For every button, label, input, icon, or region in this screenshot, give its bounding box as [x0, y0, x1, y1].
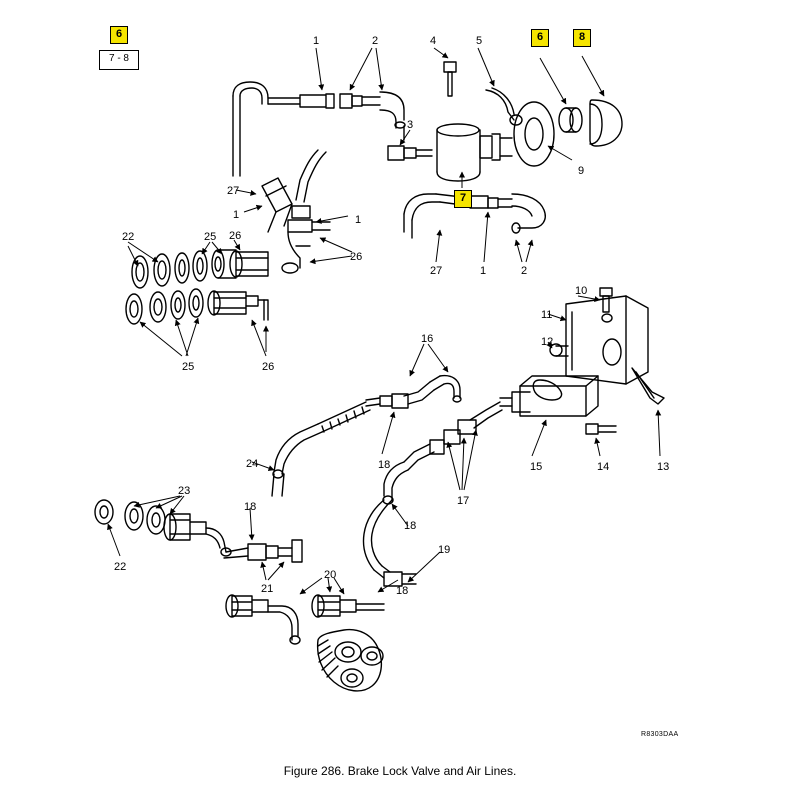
sheet-range-box: 7 - 8: [99, 50, 139, 70]
sheet-ref-box-6: 6: [110, 26, 128, 44]
callout-number: 1: [233, 209, 240, 221]
callout-number: 12: [541, 336, 554, 348]
callout-number: 22: [114, 561, 127, 573]
callout-number: 2: [521, 265, 528, 277]
callout-number: 2: [372, 35, 379, 47]
callout-number: 1: [480, 265, 487, 277]
callout-number: 13: [657, 461, 670, 473]
box-ref-8-top-right: 8: [573, 29, 591, 47]
callout-number: 15: [530, 461, 543, 473]
callout-number: 16: [421, 333, 434, 345]
box-ref-6-top-right: 6: [531, 29, 549, 47]
callout-number: 23: [178, 485, 191, 497]
callout-number: 19: [438, 544, 451, 556]
callout-number: 26: [229, 230, 242, 242]
callout-number: 9: [578, 165, 585, 177]
callout-number: 26: [350, 251, 363, 263]
callout-number: 1: [355, 214, 362, 226]
callout-number: 14: [597, 461, 610, 473]
callout-number: 18: [244, 501, 257, 513]
callout-number: 24: [246, 458, 259, 470]
callout-number: 18: [396, 585, 409, 597]
callout-number: 5: [476, 35, 483, 47]
callout-number: 1: [313, 35, 320, 47]
callout-number: 20: [324, 569, 337, 581]
callout-number: 18: [378, 459, 391, 471]
callout-number: 3: [407, 119, 414, 131]
callout-number: 25: [204, 231, 217, 243]
callout-number: 22: [122, 231, 135, 243]
box-ref-7-middle: 7: [454, 190, 472, 208]
callout-number: 26: [262, 361, 275, 373]
drawing-reference-code: R8303DAA: [641, 731, 679, 738]
callout-number: 4: [430, 35, 437, 47]
callout-number: 17: [457, 495, 470, 507]
callout-number: 11: [541, 309, 553, 321]
callout-number: 18: [404, 520, 417, 532]
callout-number: 21: [261, 583, 274, 595]
callout-number: 27: [227, 185, 240, 197]
callout-number: 25: [182, 361, 195, 373]
figure-caption: Figure 286. Brake Lock Valve and Air Lines.: [283, 764, 517, 778]
callout-number: 10: [575, 285, 588, 297]
callout-number: 27: [430, 265, 443, 277]
